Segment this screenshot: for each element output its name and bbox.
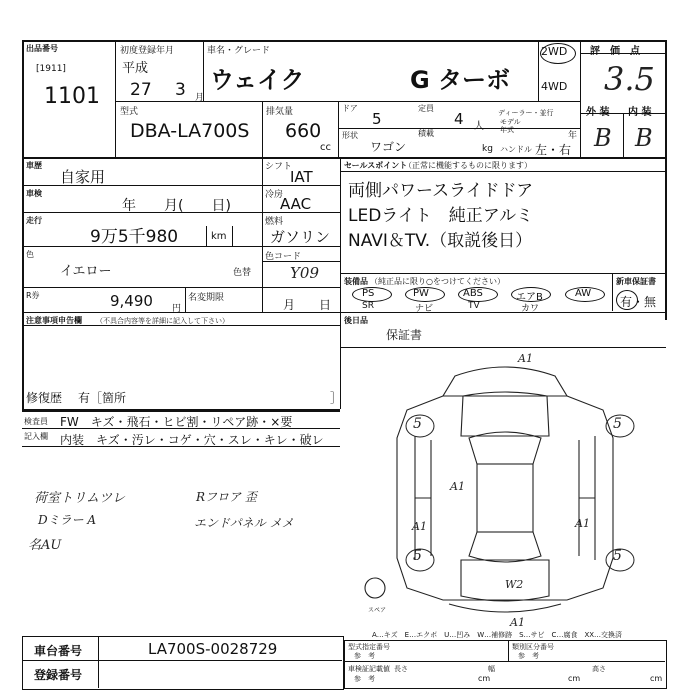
divider <box>22 660 342 661</box>
check-row1-label: 検査員 <box>24 417 48 426</box>
class-sub: 参 考 <box>518 652 539 660</box>
divider <box>508 640 509 661</box>
divider <box>341 312 666 313</box>
dim-sub: 参 考 <box>354 675 375 683</box>
selling-label: セールスポイント <box>344 161 408 170</box>
damage-legend: A…キズ E…エクボ U…凹み W…補修跡 S…サビ C…腐食 XX…交換済 <box>372 631 623 639</box>
fuel: ガソリン <box>270 228 331 246</box>
equipment-label: 装備品 <box>344 277 368 286</box>
reg-month: 3 <box>175 80 186 100</box>
frame-top <box>22 40 666 42</box>
wid-label: 幅 <box>488 665 495 673</box>
selling-line-1: 両側パワースライドドア <box>348 181 534 201</box>
tire-fl-value: 5 <box>413 416 422 432</box>
capacity-label: 定員 <box>418 104 434 113</box>
divider <box>580 40 581 157</box>
fuel-label: 燃料 <box>265 217 284 227</box>
car-name-label: 車名・グレード <box>207 46 271 56</box>
color: イエロー <box>60 264 112 279</box>
divider <box>262 157 263 312</box>
divider <box>116 101 580 102</box>
after-label: 後日品 <box>344 316 368 325</box>
int-grade: B <box>635 124 653 152</box>
divider <box>185 287 186 312</box>
era: 平成 <box>122 61 149 76</box>
note-right-1: Rフロア 歪 <box>196 490 257 504</box>
capacity: 4 <box>454 110 464 128</box>
reg-label: 初度登録年月 <box>120 46 175 56</box>
category: 自家用 <box>60 168 106 186</box>
notes-label: 注意事項申告欄 <box>26 316 82 325</box>
kg-unit: kg <box>482 144 493 154</box>
dim-label: 車検証記載値 <box>348 665 390 673</box>
chassis-label: 車台番号 <box>34 644 83 658</box>
int-label: 内 装 <box>628 107 652 118</box>
loading-label: 積載 <box>418 129 434 138</box>
person-unit: 人 <box>474 121 484 132</box>
mileage-label: 走行 <box>26 216 42 225</box>
divider <box>262 101 263 157</box>
divider <box>623 113 624 157</box>
shift: IAT <box>290 168 313 186</box>
damage-right: A1 <box>575 517 590 530</box>
name-change: 月 日 <box>283 298 332 312</box>
equipment-sub: （純正品に限り○をつけてください） <box>370 277 505 286</box>
score-label: 評 価 点 <box>590 46 640 57</box>
car-name: ウェイク <box>210 66 305 94</box>
yen-unit: 円 <box>172 304 182 314</box>
name-change-label: 名変期限 <box>188 293 225 303</box>
reg-no-label: 登録番号 <box>34 668 83 682</box>
car-right-side <box>579 436 595 560</box>
divider <box>341 273 666 274</box>
wid-cm: cm <box>568 674 581 683</box>
drive-2wd: 2WD <box>541 45 568 58</box>
handle: 左・右 <box>535 143 572 157</box>
equip-leather: カワ <box>521 304 540 314</box>
color-label: 色 <box>26 250 34 259</box>
damage-rear: A1 <box>510 616 525 629</box>
ext-grade: B <box>594 124 612 152</box>
new-warranty-label: 新車保証書 <box>616 277 656 286</box>
recycle: 9,490 <box>110 292 153 310</box>
equip-pw: PW <box>413 288 429 299</box>
selling-line-3: NAVI＆TV.（取説後日） <box>348 231 533 251</box>
selling-sub: （正常に機能するものに限ります） <box>404 161 532 170</box>
ext-label: 外 装 <box>586 107 610 118</box>
divider <box>338 101 339 157</box>
damage-left-rear: A1 <box>412 520 427 533</box>
equip-sr: SR <box>362 301 374 311</box>
divider <box>22 411 340 412</box>
recycle-label: R券 <box>26 291 40 300</box>
equip-abs: ABS <box>463 288 483 299</box>
shape-label: 形状 <box>342 131 358 140</box>
divider <box>22 185 263 186</box>
car-windshield <box>469 432 541 464</box>
divider <box>98 636 99 688</box>
drive-4wd: 4WD <box>541 80 568 93</box>
equip-tv: TV <box>468 301 480 311</box>
class-label: 類別区分番号 <box>512 643 554 651</box>
divider <box>115 40 116 157</box>
ac-label: 冷房 <box>265 190 284 200</box>
divider <box>341 171 666 172</box>
check-row1: FW キズ・飛石・ヒビ割・リペア跡・×要 <box>60 415 293 429</box>
chassis-number: LA700S-0028729 <box>148 640 278 658</box>
divider <box>22 287 340 288</box>
shift-label: シフト <box>265 162 293 172</box>
after-value: 保証書 <box>386 328 423 342</box>
lot-sub: [1911] <box>36 64 66 74</box>
mileage: 9万5千980 <box>90 227 179 247</box>
grade: G ターボ <box>410 66 511 94</box>
frame-left <box>22 40 24 410</box>
handle-label: ハンドル <box>500 145 532 154</box>
note-left-2: Dミラー A <box>38 513 97 527</box>
divider <box>339 128 580 129</box>
car-hood <box>461 392 549 436</box>
damage-rear-window: W2 <box>505 578 524 591</box>
doors: 5 <box>372 110 382 128</box>
car-rear-bumper <box>449 604 561 612</box>
equip-ps: PS <box>362 288 375 299</box>
dealer-label: ディーラー・並行 <box>498 109 554 117</box>
hgt-cm: cm <box>650 674 663 683</box>
displacement-label: 排気量 <box>266 107 294 117</box>
car-roof <box>477 464 533 532</box>
equip-navi: ナビ <box>415 304 434 314</box>
notes-sub: （不具合内容等を詳細に記入して下さい） <box>96 317 229 325</box>
score: 3.5 <box>604 60 655 98</box>
frame-right <box>665 40 667 320</box>
model: DBA-LA700S <box>130 120 250 142</box>
len-cm: cm <box>478 674 491 683</box>
lot-label: 出品番号 <box>26 44 58 53</box>
note-left-1: 荷室トリムツレ <box>34 491 126 506</box>
car-rear-window <box>469 532 541 562</box>
warranty: 有・無 <box>620 295 657 309</box>
divider <box>344 661 665 662</box>
len-label: 長さ <box>394 665 408 673</box>
tire-rl-value: 5 <box>413 548 422 564</box>
divider <box>538 40 539 102</box>
equip-aw: AW <box>575 288 592 299</box>
divider <box>232 226 233 246</box>
inspection: 年 月( 日) <box>122 198 231 214</box>
warranty-circle <box>616 290 638 310</box>
ac: AAC <box>280 195 312 213</box>
type-sub: 参 考 <box>354 652 375 660</box>
model-label: 型式 <box>120 107 139 117</box>
cc-unit: cc <box>320 142 331 153</box>
repair: 有［箇所 <box>78 391 127 405</box>
footer-right-box <box>344 640 667 689</box>
damage-front: A1 <box>518 352 533 365</box>
type-label: 型式指定番号 <box>348 643 390 651</box>
repair-label: 修復歴 <box>26 391 63 405</box>
color-code: Y09 <box>290 264 319 282</box>
repair-close: ］ <box>330 391 343 405</box>
spare-tire-icon <box>365 578 385 598</box>
displacement: 660 <box>285 120 322 142</box>
tire-rr-value: 5 <box>613 548 622 564</box>
category-label: 車歴 <box>26 161 42 170</box>
model-year-label: モデル 年式 <box>500 118 521 134</box>
inspection-label: 車検 <box>26 189 42 198</box>
shape: ワゴン <box>370 140 407 154</box>
check-row2-label: 記入欄 <box>24 432 48 441</box>
hgt-label: 高さ <box>592 665 606 673</box>
tire-fr-value: 5 <box>613 416 622 432</box>
note-right-2: エンドパネル メメ <box>194 516 294 530</box>
month-unit: 月 <box>195 93 205 103</box>
nen-unit: 年 <box>568 131 578 141</box>
color-code-label: 色コード <box>265 252 302 262</box>
equip-airbag: エアB <box>516 292 543 303</box>
damage-left: A1 <box>450 480 465 493</box>
lot-number: 1101 <box>44 84 100 109</box>
reg-year: 27 <box>130 80 152 100</box>
check-row2: 内装 キズ・汚レ・コゲ・穴・スレ・キレ・破レ <box>60 433 324 447</box>
km-unit: km <box>211 231 227 242</box>
color-change-label: 色替 <box>233 268 252 278</box>
divider <box>206 226 207 246</box>
doors-label: ドア <box>342 104 358 113</box>
selling-line-2: LEDライト 純正アルミ <box>348 206 534 226</box>
note-left-3: 名AU <box>28 538 62 553</box>
divider <box>340 157 341 409</box>
car-left-side <box>415 436 431 560</box>
spare-label: スペア <box>368 607 387 614</box>
divider <box>612 273 613 311</box>
